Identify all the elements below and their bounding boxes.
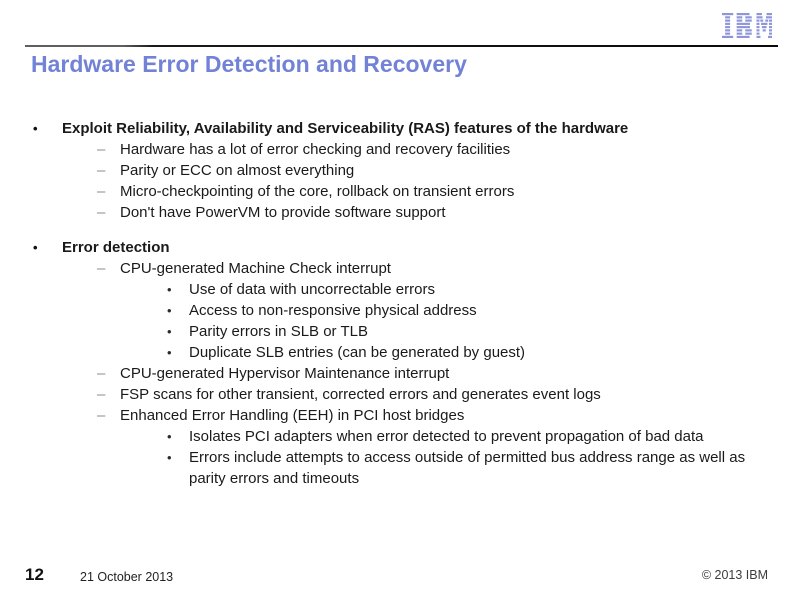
ibm-logo xyxy=(722,13,772,38)
dash-icon: – xyxy=(97,141,106,158)
bullet-text: Don't have PowerVM to provide software support xyxy=(120,204,446,221)
bullet-heading-row xyxy=(0,237,800,258)
bullet-text: Parity or ECC on almost everything xyxy=(120,162,355,179)
bullet-item-row xyxy=(0,405,800,426)
bullet-item-row xyxy=(0,300,800,321)
bullet-text: CPU-generated Machine Check interrupt xyxy=(120,260,391,277)
bullet-item-row xyxy=(0,363,800,384)
bullet-text: Exploit Reliability, Availability and Serviceability (RAS) features of the hardware xyxy=(62,120,629,137)
bullet-item-row xyxy=(0,279,800,300)
dash-icon: – xyxy=(97,386,106,403)
bullet-item-row xyxy=(0,426,800,447)
bullet-item-row xyxy=(0,384,800,405)
dash-icon: – xyxy=(97,204,106,221)
bullet-item-row xyxy=(0,258,800,279)
bullet-item-row xyxy=(0,202,800,223)
bullet-item-row xyxy=(0,139,800,160)
bullet-text: Isolates PCI adapters when error detected to prevent propagation of bad data xyxy=(189,428,704,445)
bullet-text: FSP scans for other transient, corrected errors and generates event logs xyxy=(120,386,601,403)
bullet-item-row xyxy=(0,181,800,202)
bullet-text: Hardware has a lot of error checking and recovery facilities xyxy=(120,141,511,158)
bullet-icon: • xyxy=(33,121,38,136)
header-rule xyxy=(25,45,778,47)
bullet-text: Duplicate SLB entries (can be generated by guest) xyxy=(189,344,526,361)
bullet-icon: • xyxy=(167,429,172,444)
bullet-text: Access to non-responsive physical address xyxy=(189,302,477,319)
dash-icon: – xyxy=(97,407,106,424)
bullet-icon: • xyxy=(167,303,172,318)
bullet-icon: • xyxy=(167,324,172,339)
bullet-item-row xyxy=(0,160,800,181)
page-number: 12 xyxy=(25,565,44,584)
bullet-icon: • xyxy=(33,240,38,255)
bullet-item-row xyxy=(0,321,800,342)
bullet-text: Use of data with uncorrectable errors xyxy=(189,281,435,298)
bullet-item-row xyxy=(0,447,800,489)
bullet-text: Parity errors in SLB or TLB xyxy=(189,323,368,340)
bullet-icon: • xyxy=(167,345,172,360)
ibm-logo-bars xyxy=(722,13,772,38)
bullet-text: Enhanced Error Handling (EEH) in PCI host bridges xyxy=(120,407,465,424)
bullet-icon: • xyxy=(167,450,172,465)
dash-icon: – xyxy=(97,183,106,200)
bullet-section xyxy=(0,237,800,489)
slide-date: 21 October 2013 xyxy=(80,570,174,584)
bullet-text: Errors include attempts to access outside of permitted bus address range as well as parity errors and timeouts xyxy=(189,449,746,487)
dash-icon: – xyxy=(97,365,106,382)
bullet-text: Error detection xyxy=(62,239,170,256)
bullet-list xyxy=(0,118,800,489)
bullet-text: Micro-checkpointing of the core, rollback on transient errors xyxy=(120,183,515,200)
copyright-notice: © 2013 IBM xyxy=(701,568,768,582)
page-title: Hardware Error Detection and Recovery xyxy=(31,51,467,77)
dash-icon: – xyxy=(97,162,106,179)
bullet-text: CPU-generated Hypervisor Maintenance interrupt xyxy=(120,365,450,382)
dash-icon: – xyxy=(97,260,106,277)
bullet-item-row xyxy=(0,342,800,363)
bullet-section xyxy=(0,118,800,223)
bullet-heading-row xyxy=(0,118,800,139)
bullet-icon: • xyxy=(167,282,172,297)
